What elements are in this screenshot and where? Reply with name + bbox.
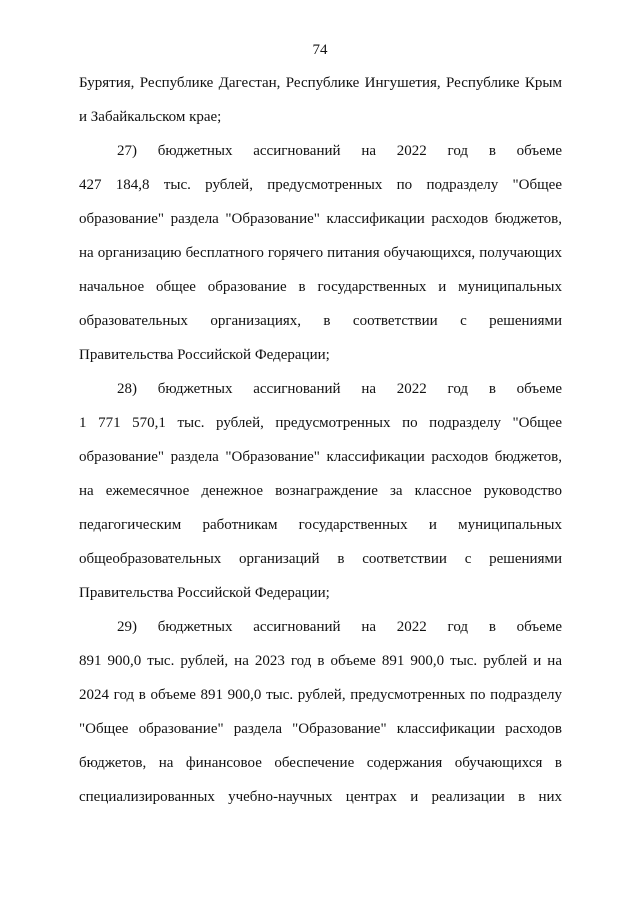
text-line: и Забайкальском крае; — [79, 109, 222, 125]
text-line: начальное общее образование в государственных и муниципальных — [79, 279, 562, 295]
text-line: 29) бюджетных ассигнований на 2022 год в объеме — [117, 619, 562, 635]
text-line: образование" раздела "Образование" классификации расходов бюджетов, — [79, 211, 562, 227]
text-line: на ежемесячное денежное вознаграждение за классное руководство — [79, 483, 562, 499]
text-line: общеобразовательных организаций в соответствии с решениями — [79, 551, 562, 567]
text-line: образовательных организациях, в соответствии с решениями — [79, 313, 562, 329]
text-line: Правительства Российской Федерации; — [79, 585, 330, 601]
text-line: 1 771 570,1 тыс. рублей, предусмотренных по подразделу "Общее — [79, 415, 562, 431]
text-line: Правительства Российской Федерации; — [79, 347, 330, 363]
text-line: Бурятия, Республике Дагестан, Республике Ингушетия, Республике Крым — [79, 75, 562, 91]
text-line: на организацию бесплатного горячего питания обучающихся, получающих — [79, 245, 562, 261]
document-body — [79, 66, 562, 814]
text-line: педагогическим работникам государственных и муниципальных — [79, 517, 562, 533]
text-line: бюджетов, на финансовое обеспечение содержания обучающихся в — [79, 755, 562, 771]
text-line: "Общее образование" раздела "Образование" классификации расходов — [79, 721, 562, 737]
text-line: образование" раздела "Образование" классификации расходов бюджетов, — [79, 449, 562, 465]
text-line: 427 184,8 тыс. рублей, предусмотренных по подразделу "Общее — [79, 177, 562, 193]
text-line: специализированных учебно-научных центрах и реализации в них — [79, 789, 562, 805]
text-line: 2024 год в объеме 891 900,0 тыс. рублей, предусмотренных по подразделу — [79, 687, 562, 703]
page-number: 74 — [312, 42, 328, 58]
text-line: 891 900,0 тыс. рублей, на 2023 год в объеме 891 900,0 тыс. рублей и на — [79, 653, 562, 669]
text-line: 28) бюджетных ассигнований на 2022 год в объеме — [117, 381, 562, 397]
text-line: 27) бюджетных ассигнований на 2022 год в объеме — [117, 143, 562, 159]
